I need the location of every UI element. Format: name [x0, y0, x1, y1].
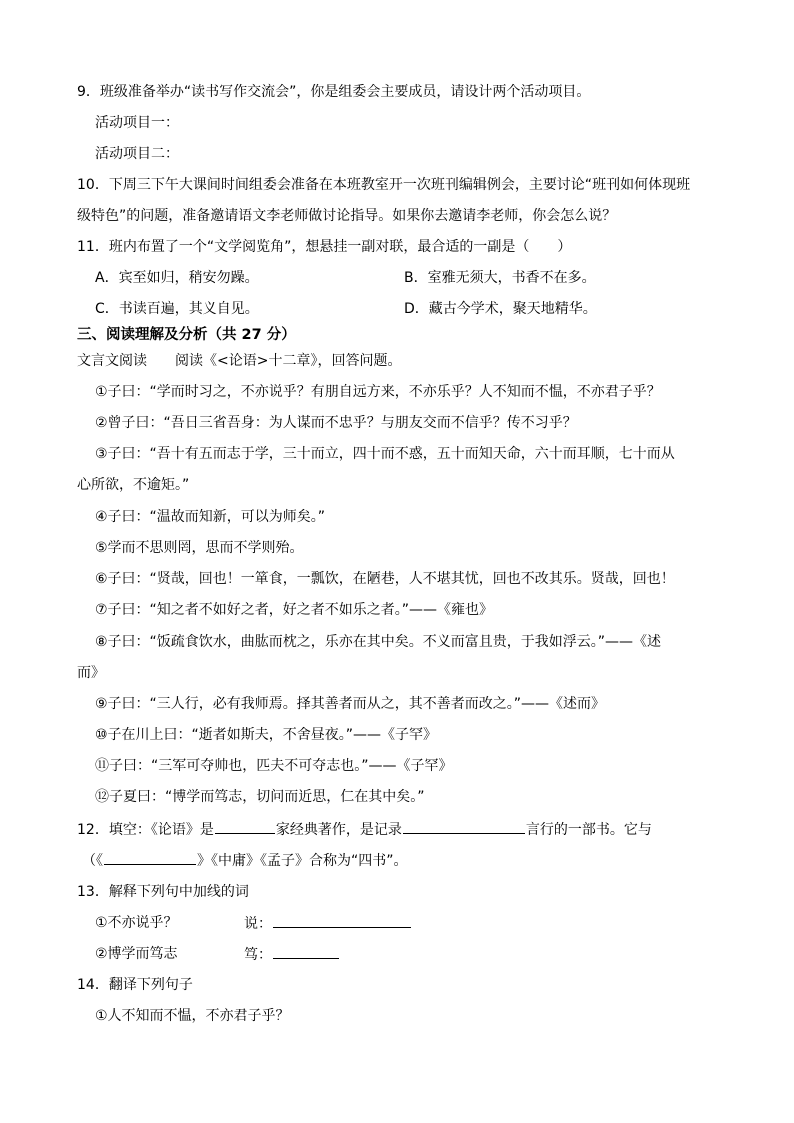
q13-item-2-answer: 笃： — [244, 944, 340, 965]
question-13: 13．解释下列句中加线的词 — [77, 884, 249, 900]
question-10-line-1: 10．下周三下午大课间时间组委会准备在本班教室开一次班刊编辑例会，主要讨论“班刊如何体现班 — [77, 177, 691, 193]
analects-chapter-6: ⑥子曰：“贤哉，回也！一箪食，一瓢饮，在陋巷，人不堪其忧，回也不改其乐。贤哉，回也！ — [95, 571, 675, 587]
analects-chapter-11: ⑪子曰：“三军可夺帅也，匹夫不可夺志也。”——《子罕》 — [95, 758, 453, 774]
analects-chapter-10: ⑩子在川上曰：“逝者如斯夫，不舍昼夜。”——《子罕》 — [95, 727, 438, 743]
analects-chapter-7: ⑦子曰：“知之者不如好之者，好之者不如乐之者。”——《雍也》 — [95, 602, 494, 618]
question-10-line-2: 级特色”的问题，准备邀请语文李老师做讨论指导。如果你去邀请李老师，你会怎么说？ — [77, 208, 617, 224]
option-a: A．宾至如归，稍安勿躁。 — [95, 270, 259, 286]
analects-chapter-1: ①子曰：“学而时习之，不亦说乎？有朋自远方来，不亦乐乎？人不知而不愠，不亦君子乎？ — [95, 384, 661, 400]
analects-chapter-3: ③子曰：“吾十有五而志于学，三十而立，四十而不惑，五十而知天命，六十而耳顺，七十而从 — [95, 446, 675, 462]
analects-chapter-8: ⑧子曰：“饭疏食饮水，曲肱而枕之，乐亦在其中矣。不义而富且贵，于我如浮云。”——《述 — [95, 634, 662, 650]
q14-item-1: ①人不知而不愠，不亦君子乎？ — [95, 1008, 290, 1024]
analects-chapter-2: ②曾子曰：“吾日三省吾身：为人谋而不忠乎？与朋友交而不信乎？传不习乎？ — [95, 415, 577, 431]
question-9: 9．班级准备举办“读书写作交流会”，你是组委会主要成员，请设计两个活动项目。 — [77, 84, 591, 100]
analects-chapter-9: ⑨子曰：“三人行，必有我师焉。择其善者而从之，其不善者而改之。”——《述而》 — [95, 696, 606, 712]
option-b: B．室雅无须大，书香不在多。 — [404, 270, 596, 286]
section-heading: 三、阅读理解及分析（共 27 分） — [77, 327, 296, 343]
blank-recorded-people[interactable] — [403, 819, 525, 834]
option-c: C．书读百遍，其义自见。 — [95, 301, 259, 317]
q13-item-1-answer: 说： — [244, 913, 412, 934]
question-11: 11．班内布置了一个“文学阅览角”，想悬挂一副对联，最合适的一副是（ ） — [77, 239, 572, 255]
analects-chapter-3-cont: 心所欲，不逾矩。” — [77, 477, 190, 493]
analects-chapter-8-cont: 而》 — [77, 665, 105, 681]
question-14: 14．翻译下列句子 — [77, 977, 193, 993]
question-12-line-2: （《 》《中庸》《孟子》合称为“四书”。 — [82, 850, 408, 871]
activity-item-1: 活动项目一： — [95, 115, 179, 131]
activity-item-2: 活动项目二： — [95, 146, 179, 162]
analects-chapter-5: ⑤学而不思则罔，思而不学则殆。 — [95, 540, 304, 556]
question-12-line-1: 12．填空：《论语》是 家经典著作，是记录 言行的一部书。它与 — [77, 819, 652, 840]
blank-book-title[interactable] — [104, 850, 196, 865]
analects-chapter-4: ④子曰：“温故而知新，可以为师矣。” — [95, 509, 326, 525]
analects-chapter-12: ⑫子夏曰：“博学而笃志，切问而近思，仁在其中矣。” — [95, 789, 425, 805]
answer-blank-shuo[interactable] — [273, 913, 411, 928]
q13-item-1: ①不亦说乎？ — [95, 915, 178, 931]
blank-school[interactable] — [215, 819, 275, 834]
reading-intro: 文言文阅读 阅读《<论语>十二章》，回答问题。 — [77, 353, 402, 369]
option-d: D．藏古今学术，聚天地精华。 — [404, 301, 597, 317]
answer-blank-du[interactable] — [273, 944, 339, 959]
q13-item-2: ②博学而笃志 — [95, 946, 178, 962]
